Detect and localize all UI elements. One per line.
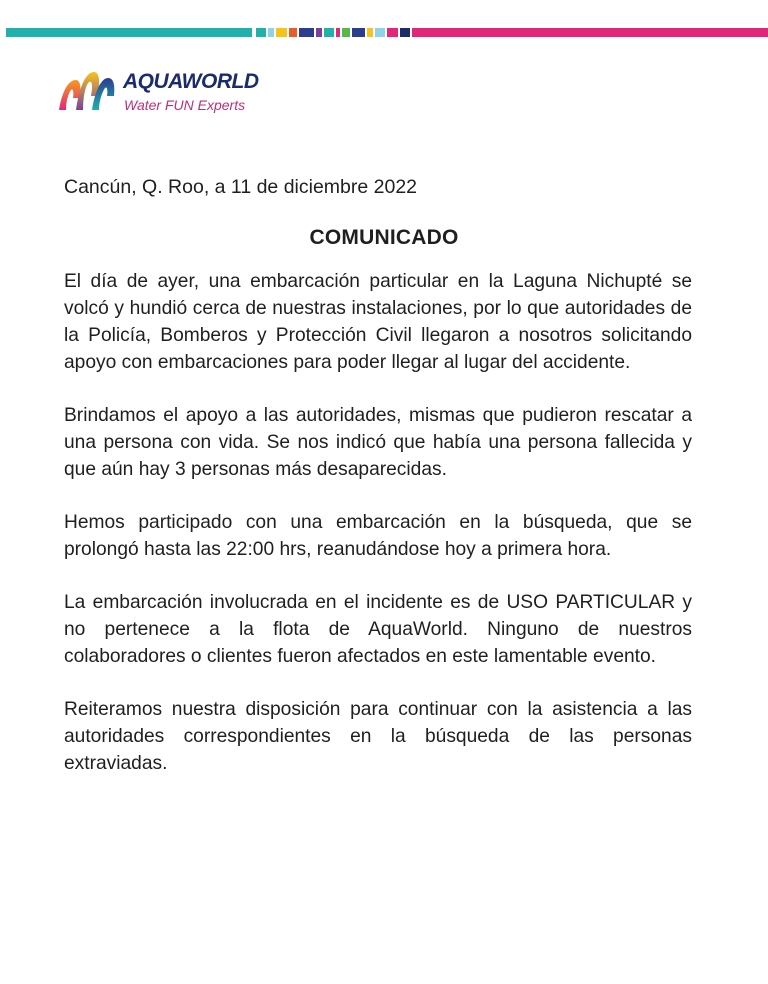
header-color-bar (0, 28, 768, 37)
header-strip-segment (367, 28, 373, 37)
header-color-strip (256, 28, 410, 37)
aquaworld-logo (56, 66, 276, 118)
date-line: Cancún, Q. Roo, a 11 de diciembre 2022 (64, 176, 418, 198)
header-bar-pink (412, 28, 768, 37)
paragraph-5: Reiteramos nuestra disposición para continuar con la asistencia a las autoridades correspondientes en la búsqueda de las personas extraviadas. (64, 699, 692, 774)
document-body (64, 268, 692, 803)
header-strip-segment (268, 28, 274, 37)
paragraph-2: Brindamos el apoyo a las autoridades, mismas que pudieron rescatar a una persona con vida. Se nos indicó que había una persona fallecida y que aún hay 3 personas más desaparecidas. (64, 405, 692, 480)
document-title: COMUNICADO (309, 226, 459, 249)
header-strip-segment (387, 28, 399, 37)
paragraph-4: La embarcación involucrada en el incidente es de USO PARTICULAR y no pertenece a la flota de AquaWorld. Ninguno de nuestros colaboradores o clientes fueron afectados en este lamentable evento. (64, 592, 692, 667)
header-strip-segment (342, 28, 350, 37)
header-bar-teal (6, 28, 252, 37)
header-strip-segment (336, 28, 340, 37)
header-strip-segment (276, 28, 288, 37)
paragraph-1: El día de ayer, una embarcación particular en la Laguna Nichupté se volcó y hundió cerca de nuestras instalaciones, por lo que autoridades de la Policía, Bomberos y Protección Civil llegaron a nosotros solicitando apoyo con embarcaciones para poder llegar al lugar del accidente. (64, 271, 692, 373)
header-strip-segment (375, 28, 385, 37)
header-strip-segment (352, 28, 366, 37)
paragraph-3: Hemos participado con una embarcación en la búsqueda, que se prolongó hasta las 22:00 hrs, reanudándose hoy a primera hora. (64, 512, 692, 560)
header-strip-segment (289, 28, 297, 37)
aquaworld-wave-logo-icon (56, 66, 118, 116)
header-strip-segment (256, 28, 266, 37)
header-strip-segment (400, 28, 410, 37)
header-strip-segment (324, 28, 334, 37)
logo-name: AQUAWORLD (123, 70, 259, 93)
logo-tagline: Water FUN Experts (124, 97, 246, 113)
header-strip-segment (299, 28, 315, 37)
header-strip-segment (316, 28, 322, 37)
